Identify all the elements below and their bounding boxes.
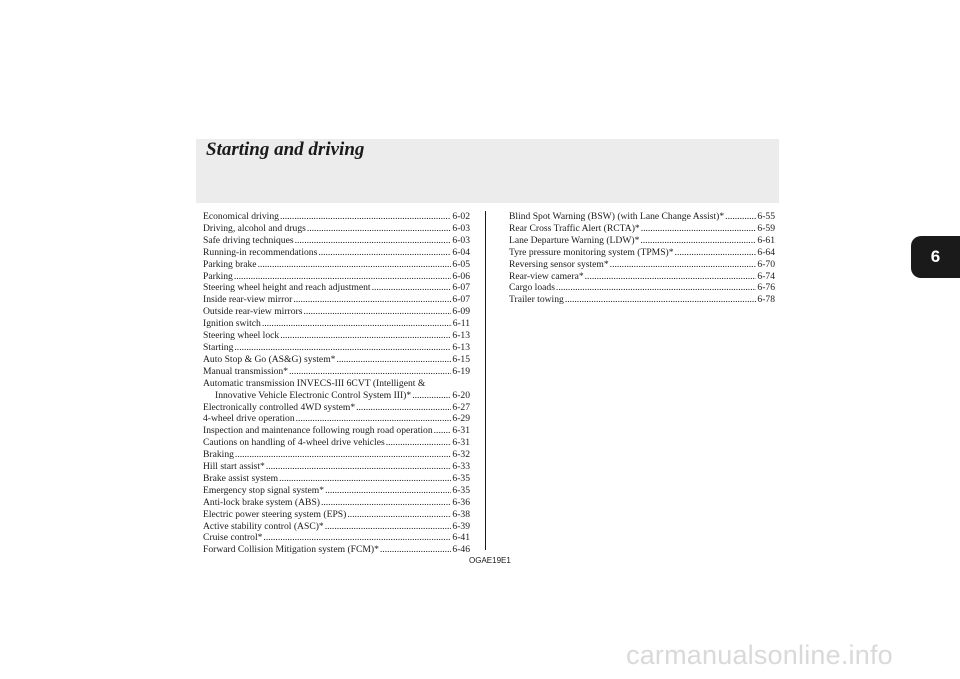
toc-entry[interactable]: [203, 521, 470, 533]
toc-entry-title: Running-in recommendations: [203, 246, 318, 258]
toc-entry-page: 6-35: [452, 484, 470, 496]
toc-entry-title: Cargo loads: [509, 282, 555, 294]
toc-entry-title: Starting: [203, 341, 234, 353]
toc-entry[interactable]: [203, 306, 470, 318]
toc-leader-dots: [307, 223, 452, 235]
toc-leader-dots: [325, 521, 452, 533]
toc-entry-page: 6-31: [452, 437, 470, 449]
toc-entry-title: Driving, alcohol and drugs: [203, 222, 306, 234]
toc-entry-page: 6-35: [452, 472, 470, 484]
toc-entry[interactable]: [203, 366, 470, 378]
toc-right-column: [509, 211, 775, 306]
toc-entry-page: 6-02: [452, 211, 470, 222]
toc-leader-dots: [434, 425, 452, 437]
toc-leader-dots: [386, 437, 452, 449]
toc-entry-page: 6-20: [452, 389, 470, 401]
toc-leader-dots: [641, 223, 757, 235]
toc-entry[interactable]: [509, 235, 775, 247]
toc-leader-dots: [262, 318, 452, 330]
toc-entry-title: Inside rear-view mirror: [203, 294, 293, 306]
toc-leader-dots: [610, 259, 757, 271]
toc-leader-dots: [234, 342, 451, 354]
toc-entry[interactable]: [203, 437, 470, 449]
toc-leader-dots: [336, 354, 451, 366]
toc-entry[interactable]: [203, 485, 470, 497]
toc-leader-dots: [289, 366, 451, 378]
toc-entry-title: Auto Stop & Go (AS&G) system*: [203, 353, 336, 365]
toc-left-column: [203, 211, 470, 556]
toc-entry-title: Braking: [203, 449, 234, 461]
toc-entry-page: 6-31: [452, 425, 470, 437]
toc-leader-dots: [234, 271, 452, 283]
chapter-tab[interactable]: 6: [911, 236, 960, 278]
toc-entry[interactable]: [509, 223, 775, 235]
toc-entry-title: Inspection and maintenance following rough road operation: [203, 425, 433, 437]
toc-leader-dots: [318, 247, 451, 259]
toc-entry-title: Brake assist system: [203, 472, 279, 484]
toc-leader-dots: [325, 485, 451, 497]
toc-leader-dots: [675, 247, 757, 259]
toc-entry[interactable]: [203, 223, 470, 235]
column-divider: [485, 211, 486, 550]
toc-entry-title: Manual transmission*: [203, 365, 289, 377]
toc-entry-page: 6-13: [452, 330, 470, 342]
toc-entry[interactable]: [203, 211, 470, 223]
toc-entry-page: 6-76: [757, 282, 775, 294]
toc-entry[interactable]: [203, 473, 470, 485]
toc-leader-dots: [585, 271, 757, 283]
toc-leader-dots: [303, 306, 451, 318]
toc-entry-title: Reversing sensor system*: [509, 258, 609, 270]
toc-entry-page: 6-04: [452, 246, 470, 258]
toc-entry-page: 6-61: [757, 234, 775, 246]
toc-entry-page: 6-06: [452, 270, 470, 282]
toc-entry-page: 6-41: [452, 532, 470, 544]
toc-leader-dots: [347, 509, 451, 521]
toc-entry-title: Innovative Vehicle Electronic Control System III)*: [215, 389, 412, 401]
toc-entry-title: Tyre pressure monitoring system (TPMS)*: [509, 246, 674, 258]
toc-entry-page: 6-59: [757, 222, 775, 234]
toc-leader-dots: [263, 532, 451, 544]
toc-entry-page: 6-03: [452, 234, 470, 246]
page-title: Starting and driving: [206, 139, 365, 160]
toc-entry[interactable]: [203, 235, 470, 247]
toc-leader-dots: [280, 330, 451, 342]
toc-entry[interactable]: [203, 259, 470, 271]
toc-entry-title: Safe driving techniques: [203, 234, 294, 246]
toc-entry-page: 6-09: [452, 306, 470, 318]
toc-entry-page: 6-64: [757, 246, 775, 258]
chapter-header: [196, 139, 779, 203]
toc-entry-title: Blind Spot Warning (BSW) (with Lane Change Assist)*: [509, 211, 725, 222]
toc-entry[interactable]: [203, 294, 470, 306]
toc-leader-dots: [640, 235, 756, 247]
toc-entry-title: Electric power steering system (EPS): [203, 508, 347, 520]
toc-entry-title: Steering wheel height and reach adjustment: [203, 282, 371, 294]
toc-entry-page: 6-74: [757, 270, 775, 282]
toc-leader-dots: [235, 449, 451, 461]
toc-entry-title: Trailer towing: [509, 294, 564, 306]
footer-code: OGAE19E1: [469, 556, 511, 565]
toc-entry-page: 6-19: [452, 365, 470, 377]
toc-leader-dots: [258, 259, 452, 271]
toc-entry-page: 6-39: [452, 520, 470, 532]
toc-entry[interactable]: [203, 318, 470, 330]
toc-entry[interactable]: [509, 294, 775, 306]
toc-entry[interactable]: [509, 211, 775, 223]
toc-leader-dots: [556, 282, 756, 294]
toc-entry-page: 6-38: [452, 508, 470, 520]
toc-entry[interactable]: [509, 247, 775, 259]
toc-entry-page: 6-78: [757, 294, 775, 306]
toc-leader-dots: [279, 473, 451, 485]
toc-entry[interactable]: [203, 330, 470, 342]
toc-entry-title: Electronically controlled 4WD system*: [203, 401, 356, 413]
toc-entry-title: Lane Departure Warning (LDW)*: [509, 234, 640, 246]
toc-entry[interactable]: [203, 413, 470, 425]
toc-entry[interactable]: [203, 282, 470, 294]
toc-entry-page: 6-13: [452, 341, 470, 353]
toc-entry-page: 6-27: [452, 401, 470, 413]
toc-entry[interactable]: [509, 259, 775, 271]
watermark-text: carmanualsonline.info: [626, 640, 893, 670]
toc-leader-dots: [380, 544, 452, 556]
toc-entry-page: 6-36: [452, 496, 470, 508]
toc-entry[interactable]: [203, 354, 470, 366]
toc-entry-page: 6-07: [452, 282, 470, 294]
toc-entry[interactable]: [203, 402, 470, 414]
toc-leader-dots: [725, 211, 756, 223]
toc-entry[interactable]: [509, 282, 775, 294]
toc-entry-page: 6-55: [757, 211, 775, 222]
toc-entry-page: 6-29: [452, 413, 470, 425]
toc-entry-title: Outside rear-view mirrors: [203, 306, 303, 318]
toc-leader-dots: [293, 294, 451, 306]
toc-entry[interactable]: [203, 532, 470, 544]
toc-entry-title: Parking brake: [203, 258, 257, 270]
toc-entry-title: Forward Collision Mitigation system (FCM)*: [203, 544, 379, 556]
toc-entry-title: Rear-view camera*: [509, 270, 584, 282]
toc-entry-page: 6-70: [757, 258, 775, 270]
toc-entry[interactable]: [203, 461, 470, 473]
toc-entry-title: Active stability control (ASC)*: [203, 520, 324, 532]
toc-entry-title: Ignition switch: [203, 318, 261, 330]
toc-entry-title: Anti-lock brake system (ABS): [203, 496, 320, 508]
toc-entry-page: 6-07: [452, 294, 470, 306]
toc-leader-dots: [280, 211, 451, 223]
toc-entry-page: 6-33: [452, 461, 470, 473]
toc-leader-dots: [321, 497, 451, 509]
toc-leader-dots: [565, 294, 757, 306]
toc-entry-page: 6-46: [452, 544, 470, 556]
toc-entry[interactable]: [203, 378, 470, 402]
toc-entry[interactable]: [203, 342, 470, 354]
toc-entry[interactable]: [203, 544, 470, 556]
toc-entry-title: Hill start assist*: [203, 461, 265, 473]
toc-entry[interactable]: [203, 497, 470, 509]
toc-entry-title: Automatic transmission INVECS-III 6CVT (Intelligent &: [203, 377, 426, 389]
toc-entry[interactable]: [203, 509, 470, 521]
toc-entry-title: Cruise control*: [203, 532, 263, 544]
toc-entry[interactable]: [203, 271, 470, 283]
toc-entry-page: 6-05: [452, 258, 470, 270]
toc-entry-title: Steering wheel lock: [203, 330, 280, 342]
toc-entry-title: Cautions on handling of 4-wheel drive vehicles: [203, 437, 385, 449]
toc-leader-dots: [372, 282, 452, 294]
toc-entry-title: Rear Cross Traffic Alert (RCTA)*: [509, 222, 640, 234]
toc-leader-dots: [296, 413, 452, 425]
toc-entry[interactable]: [203, 449, 470, 461]
toc-leader-dots: [266, 461, 452, 473]
toc-entry-page: 6-32: [452, 449, 470, 461]
toc-entry-page: 6-15: [452, 353, 470, 365]
toc-entry-page: 6-03: [452, 222, 470, 234]
toc-leader-dots: [356, 402, 451, 414]
toc-entry-title: Economical driving: [203, 211, 279, 222]
toc-entry[interactable]: [203, 247, 470, 259]
toc-entry[interactable]: [203, 425, 470, 437]
toc-leader-dots: [295, 235, 452, 247]
toc-entry-title: Parking: [203, 270, 233, 282]
toc-leader-dots: [412, 390, 451, 402]
toc-entry-page: 6-11: [452, 318, 470, 330]
toc-entry-title: 4-wheel drive operation: [203, 413, 295, 425]
toc-entry[interactable]: [509, 271, 775, 283]
toc-entry-title: Emergency stop signal system*: [203, 484, 325, 496]
